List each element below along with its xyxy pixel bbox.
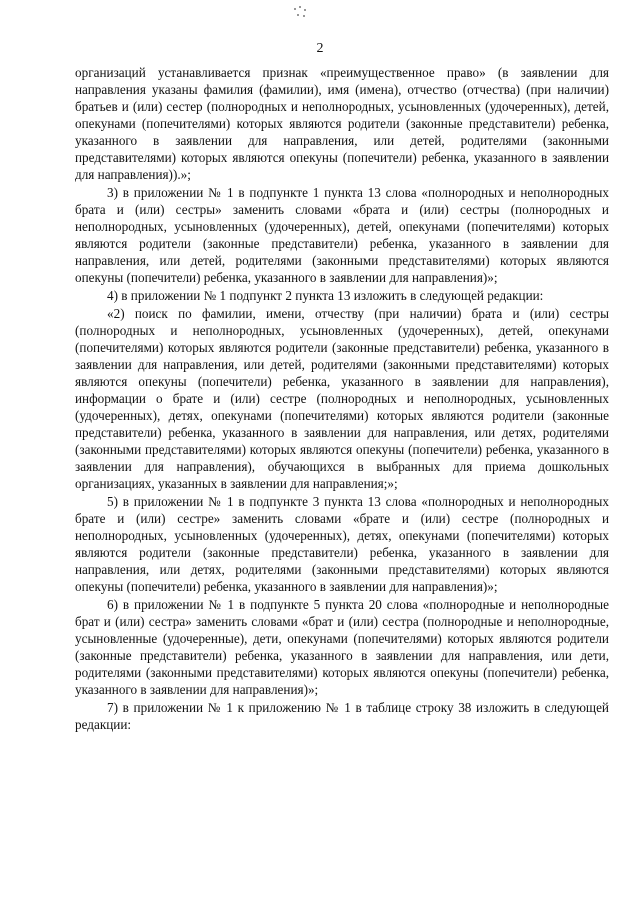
paragraph-item-4-quote: «2) поиск по фамилии, имени, отчеству (при наличии) брата и (или) сестры (полнородных и неполнородных, усыновленных (удочеренных), детей, опекунами (попечителями) которых являются родители (законные представители) ребенка, указанного в заявлении для направления, или детей, родителями (законными представителями) которых являются опекуны (попечители) ребенка, указанного в заявлении для направления), информации о брате и (или) сестре (полнородных и неполнородных, усыновленных (удочеренных), детях, опекунами (попечителями) которых являются родители (законные представители) ребенка, указанного в заявлении для направления, или детях, родителями (законными представителями) которых являются опекуны (попечители) ребенка, указанного в заявлении для направления), обучающихся в выбранных для приема дошкольных организациях, указанных в заявлении для направления;»;	[75, 306, 609, 491]
page-number: 2	[316, 41, 324, 56]
scan-artifact-dots	[292, 6, 308, 18]
paragraph-continuation: организаций устанавливается признак «преимущественное право» (в заявлении для направления указаны фамилия (фамилии), имя (имена), отчество (отчества) (при наличии) братьев и (или) сестер (полнородных и неполнородных, усыновленных (удочеренных), детей, опекунами (попечителями) которых являются родители (законные представители) ребенка, указанного в заявлении для направления, или детей, родителями (законными представителями) которых являются опекуны (попечители) ребенка, указанного в заявлении для направления)).»;	[75, 65, 609, 182]
paragraph-item-5: 5) в приложении № 1 в подпункте 3 пункта 13 слова «полнородных и неполнородных брате и (или) сестре» заменить словами «брате и (или) сестре (полнородных и неполнородных, усыновленных (удочеренных), детях, опекунами (попечителями) которых являются родители (законные представители) ребенка, указанного в заявлении для направления, или детях, родителями (законными представителями) которых являются опекуны (попечители) ребенка, указанного в заявлении для направления)»;	[75, 494, 609, 594]
paragraph-item-6: 6) в приложении № 1 в подпункте 5 пункта 20 слова «полнородные и неполнородные брат и (или) сестра» заменить словами «брат и (или) сестра (полнородные и неполнородные, усыновленные (удочеренные), дети, опекунами (попечителями) которых являются родители (законные представители) ребенка, указанного в заявлении для направления, или дети, родителями (законными представителями) которых являются опекуны (попечители) ребенка, указанного в заявлении для направления)»;	[75, 597, 609, 697]
paragraph-item-4: 4) в приложении № 1 подпункт 2 пункта 13 изложить в следующей редакции:	[107, 288, 544, 303]
paragraph-item-7: 7) в приложении № 1 к приложению № 1 в таблице строку 38 изложить в следующей редакции:	[75, 700, 609, 732]
document-body	[75, 64, 609, 734]
paragraph-item-3: 3) в приложении № 1 в подпункте 1 пункта 13 слова «полнородных и неполнородных брата и (или) сестры» заменить словами «брата и (или) сестры (полнородных и неполнородных, усыновленных (удочеренных), детей, опекунами (попечителями) которых являются родители (законные представители) ребенка, указанного в заявлении для направления, или детей, родителями (законными представителями) которых являются опекуны (попечители) ребенка, указанного в заявлении для направления)»;	[75, 185, 609, 285]
